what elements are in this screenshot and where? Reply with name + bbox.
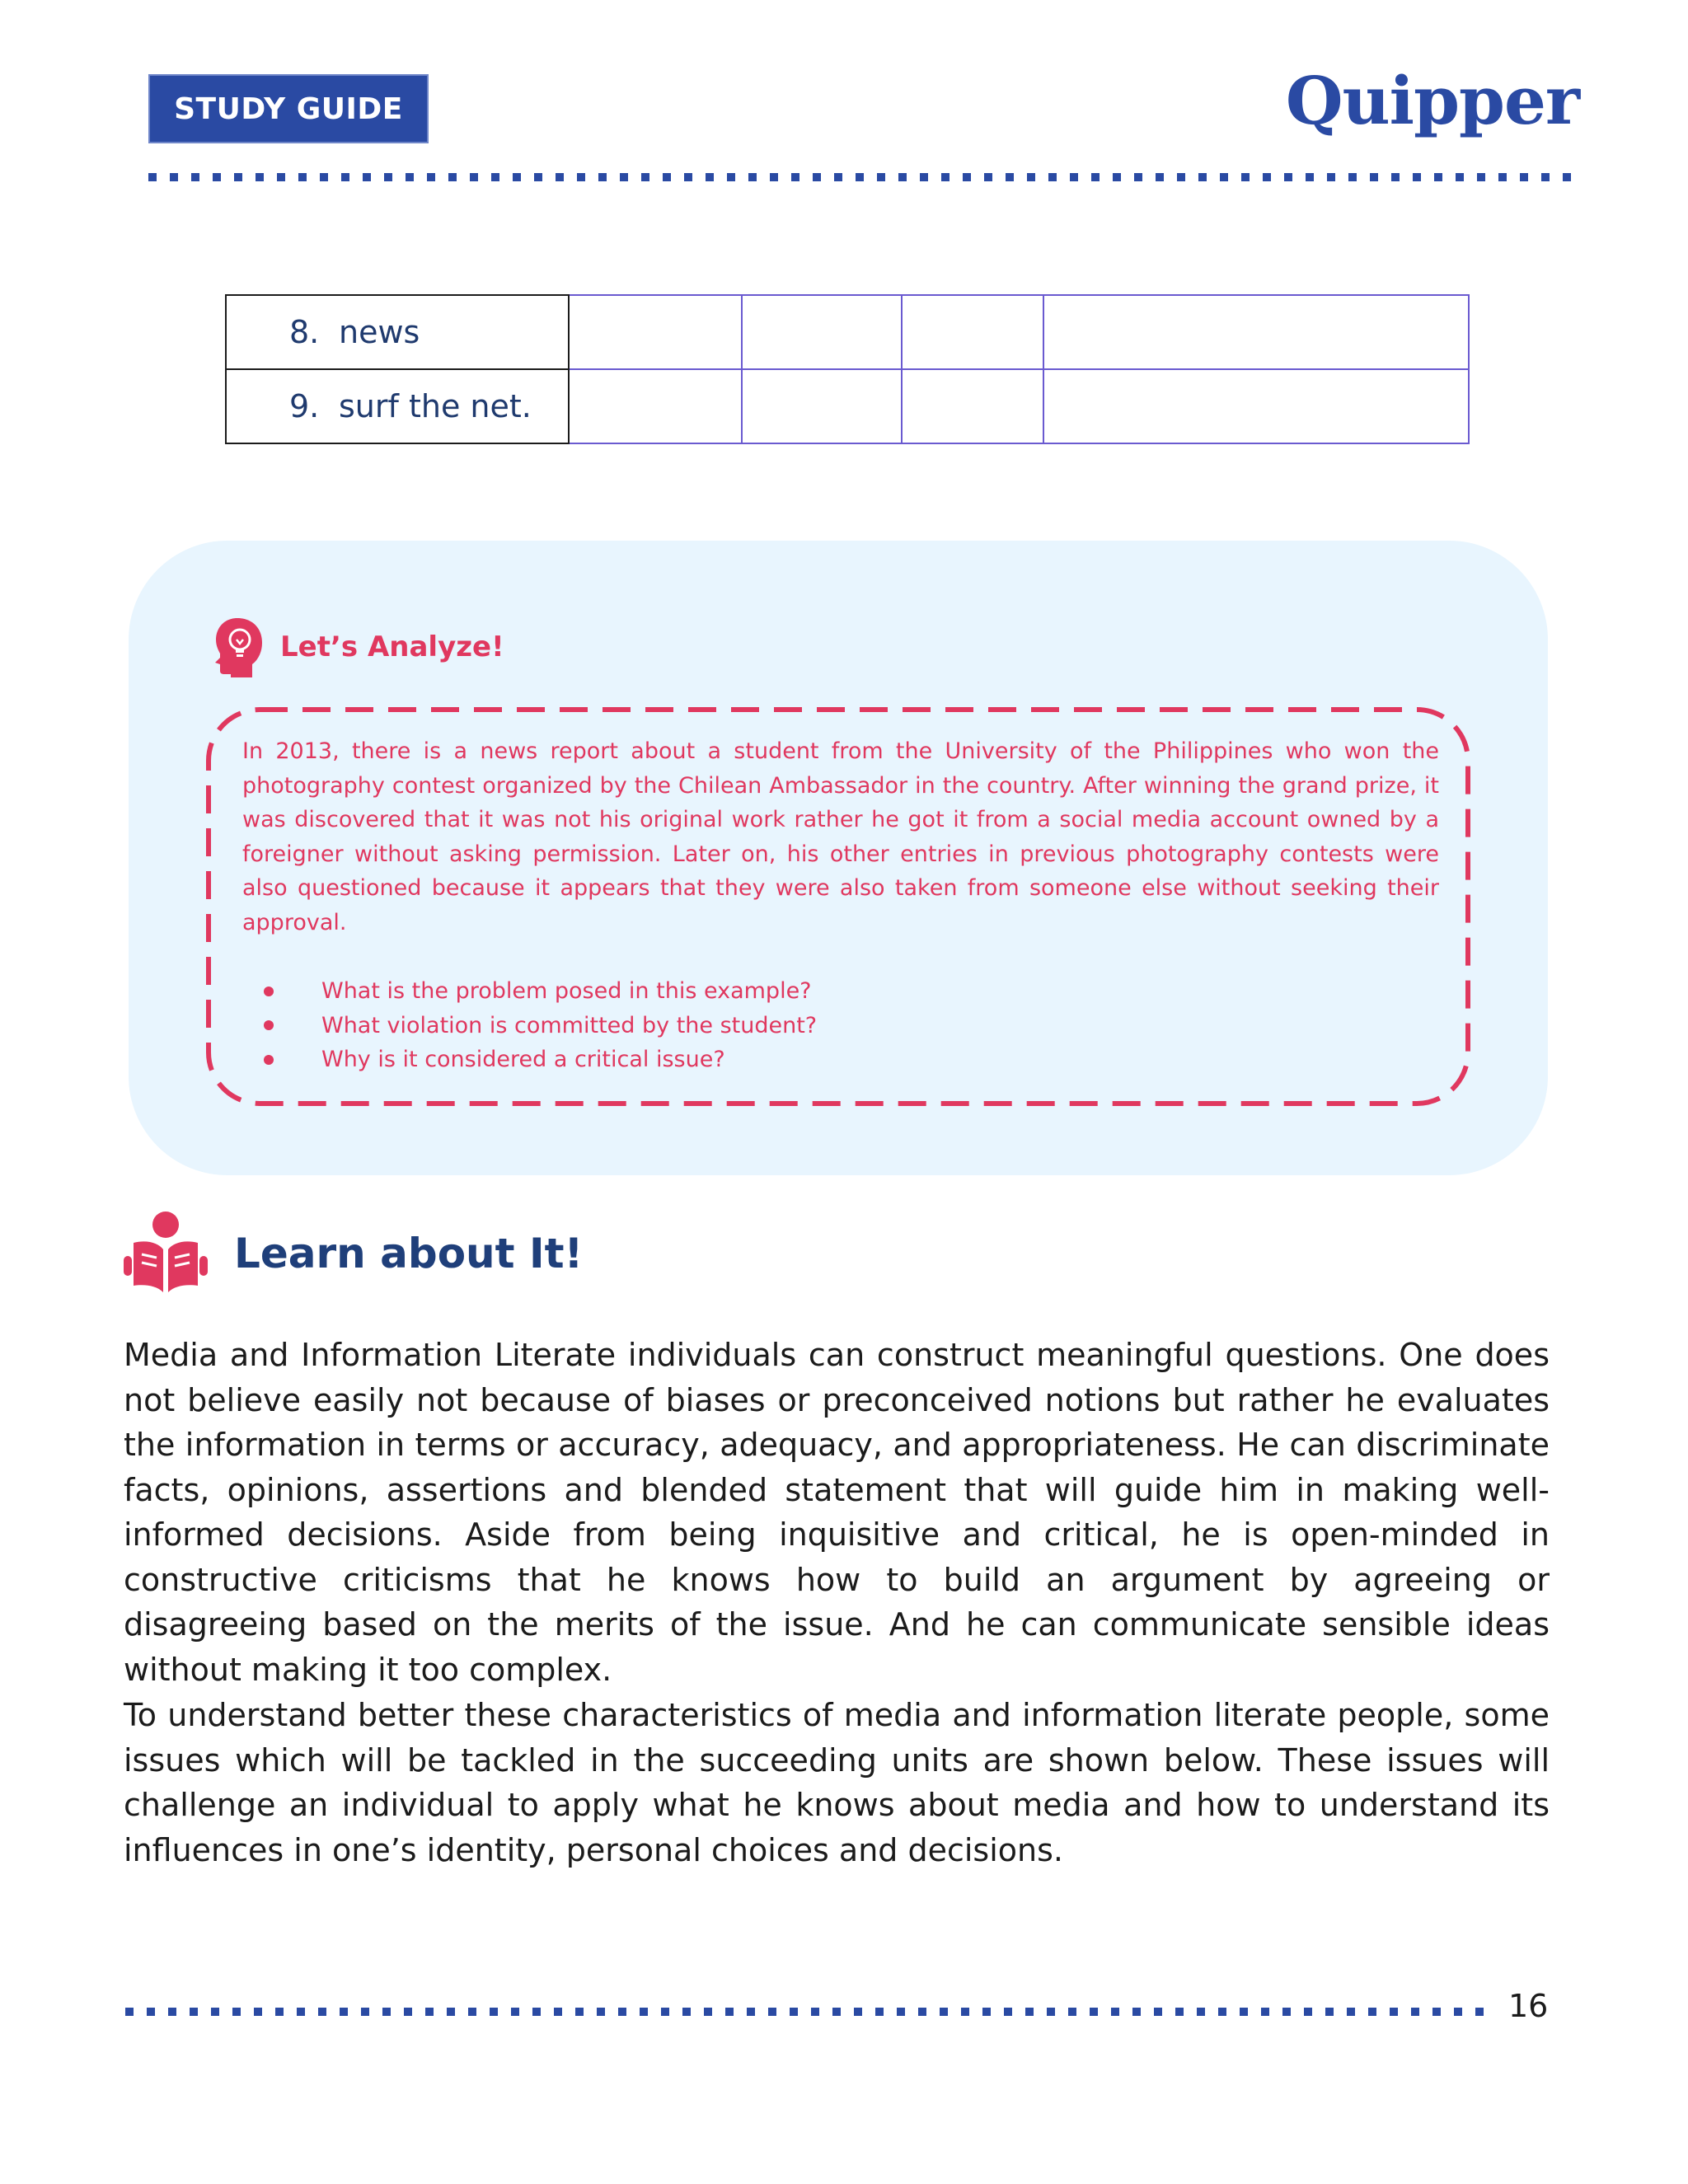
learn-heading xyxy=(122,1210,583,1297)
list-item xyxy=(264,1043,817,1077)
learn-paragraph: To understand better these characteristics of media and information literate people, some issues which will be tackled in the succeeding units are shown below. These issues will challenge an individual to apply what he knows about media and how to understand its influences in one’s identity, personal choices and decisions. xyxy=(124,1697,1550,1868)
answer-cell[interactable] xyxy=(1043,295,1469,369)
answer-cell[interactable] xyxy=(569,295,742,369)
learn-title: Learn about It! xyxy=(234,1230,584,1277)
analyze-heading xyxy=(213,616,504,677)
study-guide-badge: STUDY GUIDE xyxy=(148,74,429,143)
item-term: news xyxy=(339,314,420,350)
answer-cell[interactable] xyxy=(902,295,1043,369)
term-cell xyxy=(226,369,569,443)
term-cell xyxy=(226,295,569,369)
header-divider xyxy=(148,173,1582,181)
item-number: 8. xyxy=(289,314,320,350)
bullet-icon xyxy=(264,1055,274,1065)
table-row xyxy=(226,295,1469,369)
answer-cell[interactable] xyxy=(1043,369,1469,443)
learn-paragraph: Media and Information Literate individuals can construct meaningful questions. One does not believe easily not because of biases or preconceived notions but rather he evaluates the information in terms or accuracy, adequacy, and appropriateness. He can discriminate facts, opinions, assertions and blended statement that will guide him in making well-informed decisions. Aside from being inquisitive and critical, he is open-minded in constructive criticisms that he knows how to build an argument by agreeing or disagreeing based on the merits of the issue. And he can communicate sensible ideas without making it too complex. xyxy=(124,1337,1550,1688)
item-term: surf the net. xyxy=(339,388,532,424)
list-item xyxy=(264,1009,817,1043)
quipper-logo: Quipper xyxy=(1285,62,1579,139)
answer-cell[interactable] xyxy=(902,369,1043,443)
analyze-title: Let’s Analyze! xyxy=(280,630,504,663)
answer-cell[interactable] xyxy=(569,369,742,443)
head-lightbulb-icon xyxy=(213,616,265,677)
list-item xyxy=(264,974,817,1009)
footer-divider xyxy=(125,2008,1493,2016)
analyze-questions xyxy=(264,974,817,1077)
bullet-icon xyxy=(264,987,274,996)
item-number: 9. xyxy=(289,388,320,424)
question-text: What violation is committed by the student? xyxy=(321,1012,818,1038)
answer-cell[interactable] xyxy=(742,369,902,443)
question-text: Why is it considered a critical issue? xyxy=(321,1047,725,1073)
page-number: 16 xyxy=(1508,1988,1549,2024)
reader-book-icon xyxy=(122,1210,209,1297)
analyze-body: In 2013, there is a news report about a student from the University of the Philippines who won the photography contest organized by the Chilean Ambassador in the country. After winning the grand prize, it was discovered that it was not his original work rather he got it from a social media account owned by a foreigner without asking permission. Later on, his other entries in previous photography contests were also questioned because it appears that they were also taken from someone else without seeking their approval. xyxy=(242,738,1439,935)
worksheet-table xyxy=(225,294,1470,444)
answer-cell[interactable] xyxy=(742,295,902,369)
question-text: What is the problem posed in this example? xyxy=(321,978,812,1004)
table-row xyxy=(226,369,1469,443)
bullet-icon xyxy=(264,1020,274,1030)
